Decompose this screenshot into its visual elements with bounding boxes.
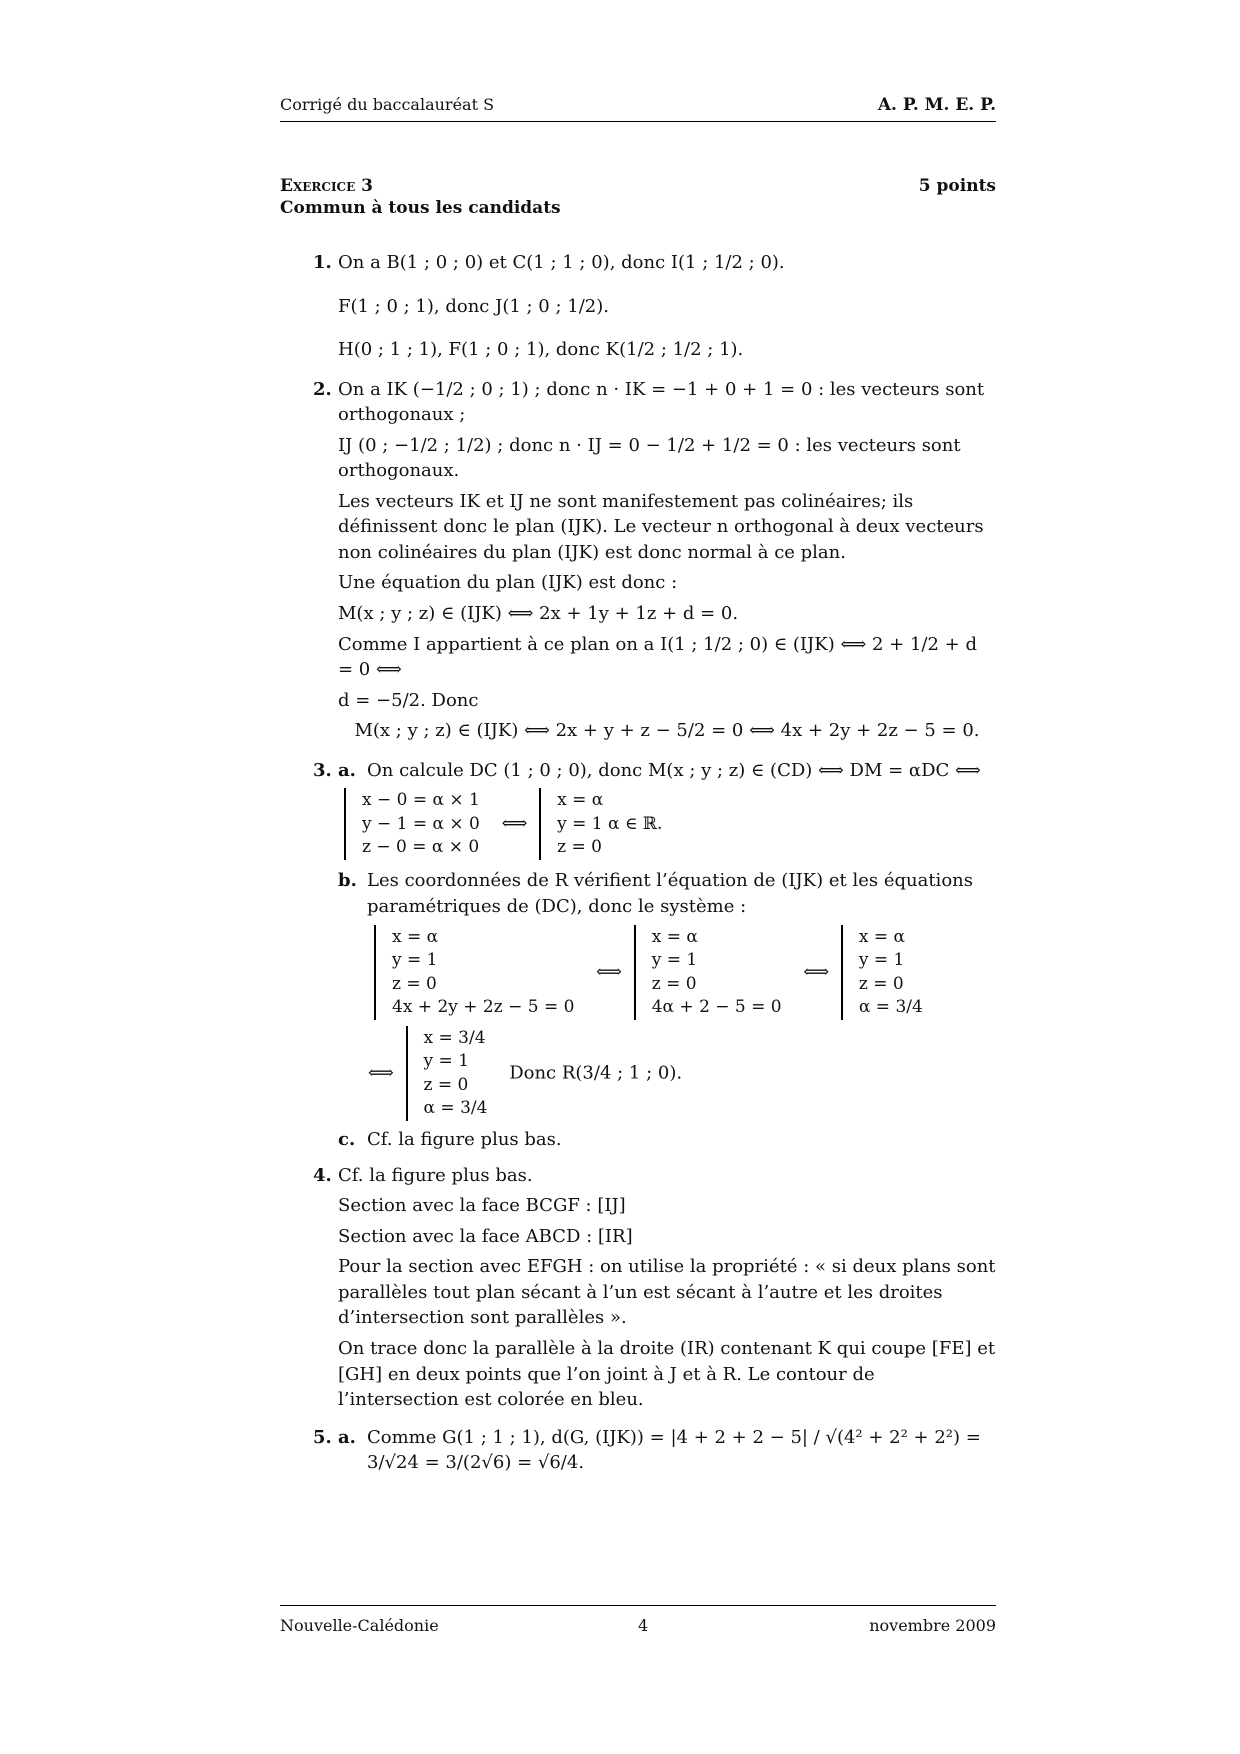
- q1-line: On a B(1 ; 0 ; 0) et C(1 ; 1 ; 0), donc I(1 ; 1/2 ; 0).: [338, 252, 785, 273]
- page-number: 4: [638, 1616, 649, 1635]
- q3b-line: Les coordonnées de R vérifient l’équation de (IJK) et les équations paramétriques de (DC), donc le système :: [367, 870, 973, 917]
- q1-line: F(1 ; 0 ; 1), donc J(1 ; 0 ; 1/2).: [338, 295, 609, 317]
- q3b-systems: [368, 925, 996, 1020]
- header-left: Corrigé du baccalauréat S: [280, 95, 495, 114]
- system-row: y − 1 = α × 0: [362, 813, 480, 834]
- part-letter: a.: [338, 759, 356, 781]
- q4-line: Cf. la figure plus bas.: [338, 1164, 533, 1186]
- system-row: 4α + 2 − 5 = 0: [651, 996, 782, 1017]
- system-row: x = α: [858, 927, 906, 948]
- q2-line: M(x ; y ; z) ∈ (IJK) ⟺ 2x + 1y + 1z + d = 0.: [338, 603, 739, 625]
- q2-line: Une équation du plan (IJK) est donc :: [338, 572, 678, 594]
- q2-line: Comme I appartient à ce plan on a I(1 ; 1/2 ; 0) ∈ (IJK) ⟺ 2 + 1/2 + d = 0 ⟺: [338, 633, 977, 681]
- system-row: z − 0 = α × 0: [362, 836, 480, 857]
- equiv-symbol: ⟺: [596, 961, 622, 983]
- question-number: 3.: [313, 759, 332, 781]
- exercise-body: [280, 245, 996, 1481]
- exercise-title: Exercice 3: [280, 176, 373, 196]
- system-row: z = 0: [858, 973, 904, 994]
- q3b-final: [368, 1026, 996, 1121]
- question-3: [280, 758, 996, 1153]
- question-2: [280, 377, 996, 744]
- q5a-line: Comme G(1 ; 1 ; 1), d(G, (IJK)) = |4 + 2 + 2 − 5| / √(4² + 2² + 2²) = 3/√24 = 3/(2√6) = √6/4.: [367, 1426, 981, 1474]
- system-row: z = 0: [651, 973, 697, 994]
- part-letter: b.: [338, 870, 357, 892]
- q3-part-b: [338, 868, 996, 919]
- exercise-heading: [280, 176, 996, 218]
- q3a-systems: [338, 788, 996, 860]
- q2-equation: M(x ; y ; z) ∈ (IJK) ⟺ 2x + y + z − 5/2 = 0 ⟺ 4x + 2y + 2z − 5 = 0.: [354, 720, 980, 742]
- system-row: x = 3/4: [423, 1028, 486, 1049]
- system-solved: [539, 788, 672, 860]
- question-5: [280, 1425, 996, 1476]
- q4-line: On trace donc la parallèle à la droite (IR) contenant K qui coupe [FE] et [GH] en deux points que l’on joint à J et à R. Le contour de l’intersection est colorée en bleu.: [338, 1337, 996, 1411]
- question-4: [280, 1163, 996, 1413]
- page-header: [280, 95, 996, 122]
- q2-line: Les vecteurs IK et IJ ne sont manifestement pas colinéaires; ils définissent donc le plan (IJK). Le vecteur n orthogonal à deux vecteurs non colinéaires du plan (IJK) est donc normal à ce plan.: [338, 490, 984, 563]
- system-b1: [374, 925, 584, 1020]
- q2-line: On a IK (−1/2 ; 0 ; 1) ; donc n · IK = −1 + 0 + 1 = 0 : les vecteurs sont orthogonaux ;: [338, 378, 985, 426]
- q4-line: Pour la section avec EFGH : on utilise la propriété : « si deux plans sont parallèles tout plan sécant à l’un est sécant à l’autre et les droites d’intersection sont parallèles ».: [338, 1256, 996, 1329]
- system-row: y = 1: [651, 950, 698, 971]
- question-number: 5.: [313, 1426, 332, 1448]
- q2-line: d = −5/2. Donc: [338, 689, 479, 711]
- equiv-symbol: ⟺: [501, 813, 528, 835]
- part-letter: a.: [338, 1426, 356, 1448]
- system-b4: [406, 1026, 498, 1121]
- system-row: x = α: [557, 790, 604, 811]
- system-row: x = α: [392, 927, 439, 948]
- system-row: x − 0 = α × 1: [362, 790, 480, 811]
- system-row: z = 0: [392, 973, 437, 994]
- system-row: α = 3/4: [423, 1097, 488, 1118]
- q3-part-c: [338, 1127, 996, 1153]
- system-row: z = 0: [557, 836, 602, 857]
- system-row: y = 1: [423, 1051, 470, 1072]
- q3c-line: Cf. la figure plus bas.: [367, 1129, 562, 1151]
- system-row: y = 1 α ∈ ℝ.: [557, 813, 663, 834]
- q4-line: Section avec la face BCGF : [IJ]: [338, 1195, 626, 1217]
- document-page: [280, 0, 996, 1754]
- q3a-line: On calcule DC (1 ; 0 ; 0), donc M(x ; y ; z) ∈ (CD) ⟺ DM = αDC ⟺: [367, 759, 981, 781]
- footer-left: Nouvelle-Calédonie: [280, 1616, 439, 1635]
- exercise-points: 5 points: [918, 176, 996, 196]
- q5-part-a: [338, 1425, 996, 1476]
- equiv-symbol: ⟺: [803, 961, 830, 983]
- system-row: α = 3/4: [858, 996, 923, 1017]
- system-row: 4x + 2y + 2z − 5 = 0: [392, 996, 575, 1017]
- system-parametric: [344, 788, 490, 860]
- q1-line: H(0 ; 1 ; 1), F(1 ; 0 ; 1), donc K(1/2 ; 1/2 ; 1).: [338, 339, 744, 361]
- question-number: 2.: [313, 378, 332, 400]
- footer-right: novembre 2009: [869, 1616, 996, 1635]
- q4-line: Section avec la face ABCD : [IR]: [338, 1225, 633, 1247]
- part-letter: c.: [338, 1129, 356, 1151]
- header-right: A. P. M. E. P.: [877, 95, 996, 115]
- system-row: x = α: [651, 927, 698, 948]
- question-1: [280, 250, 996, 363]
- equiv-symbol: ⟺: [368, 1062, 394, 1084]
- system-b2: [634, 925, 792, 1020]
- question-number: 1.: [313, 252, 332, 273]
- q2-line: IJ (0 ; −1/2 ; 1/2) ; donc n · IJ = 0 − 1/2 + 1/2 = 0 : les vecteurs sont orthogonaux.: [338, 434, 961, 482]
- exercise-subtitle: Commun à tous les candidats: [280, 198, 561, 218]
- page-footer: [280, 1605, 996, 1640]
- system-row: y = 1: [392, 950, 438, 971]
- q3-part-a: [338, 758, 996, 784]
- system-row: y = 1: [858, 950, 905, 971]
- q3b-conclusion: Donc R(3/4 ; 1 ; 0).: [509, 1062, 683, 1084]
- question-number: 4.: [313, 1164, 332, 1186]
- system-row: z = 0: [423, 1074, 469, 1095]
- system-b3: [841, 925, 933, 1020]
